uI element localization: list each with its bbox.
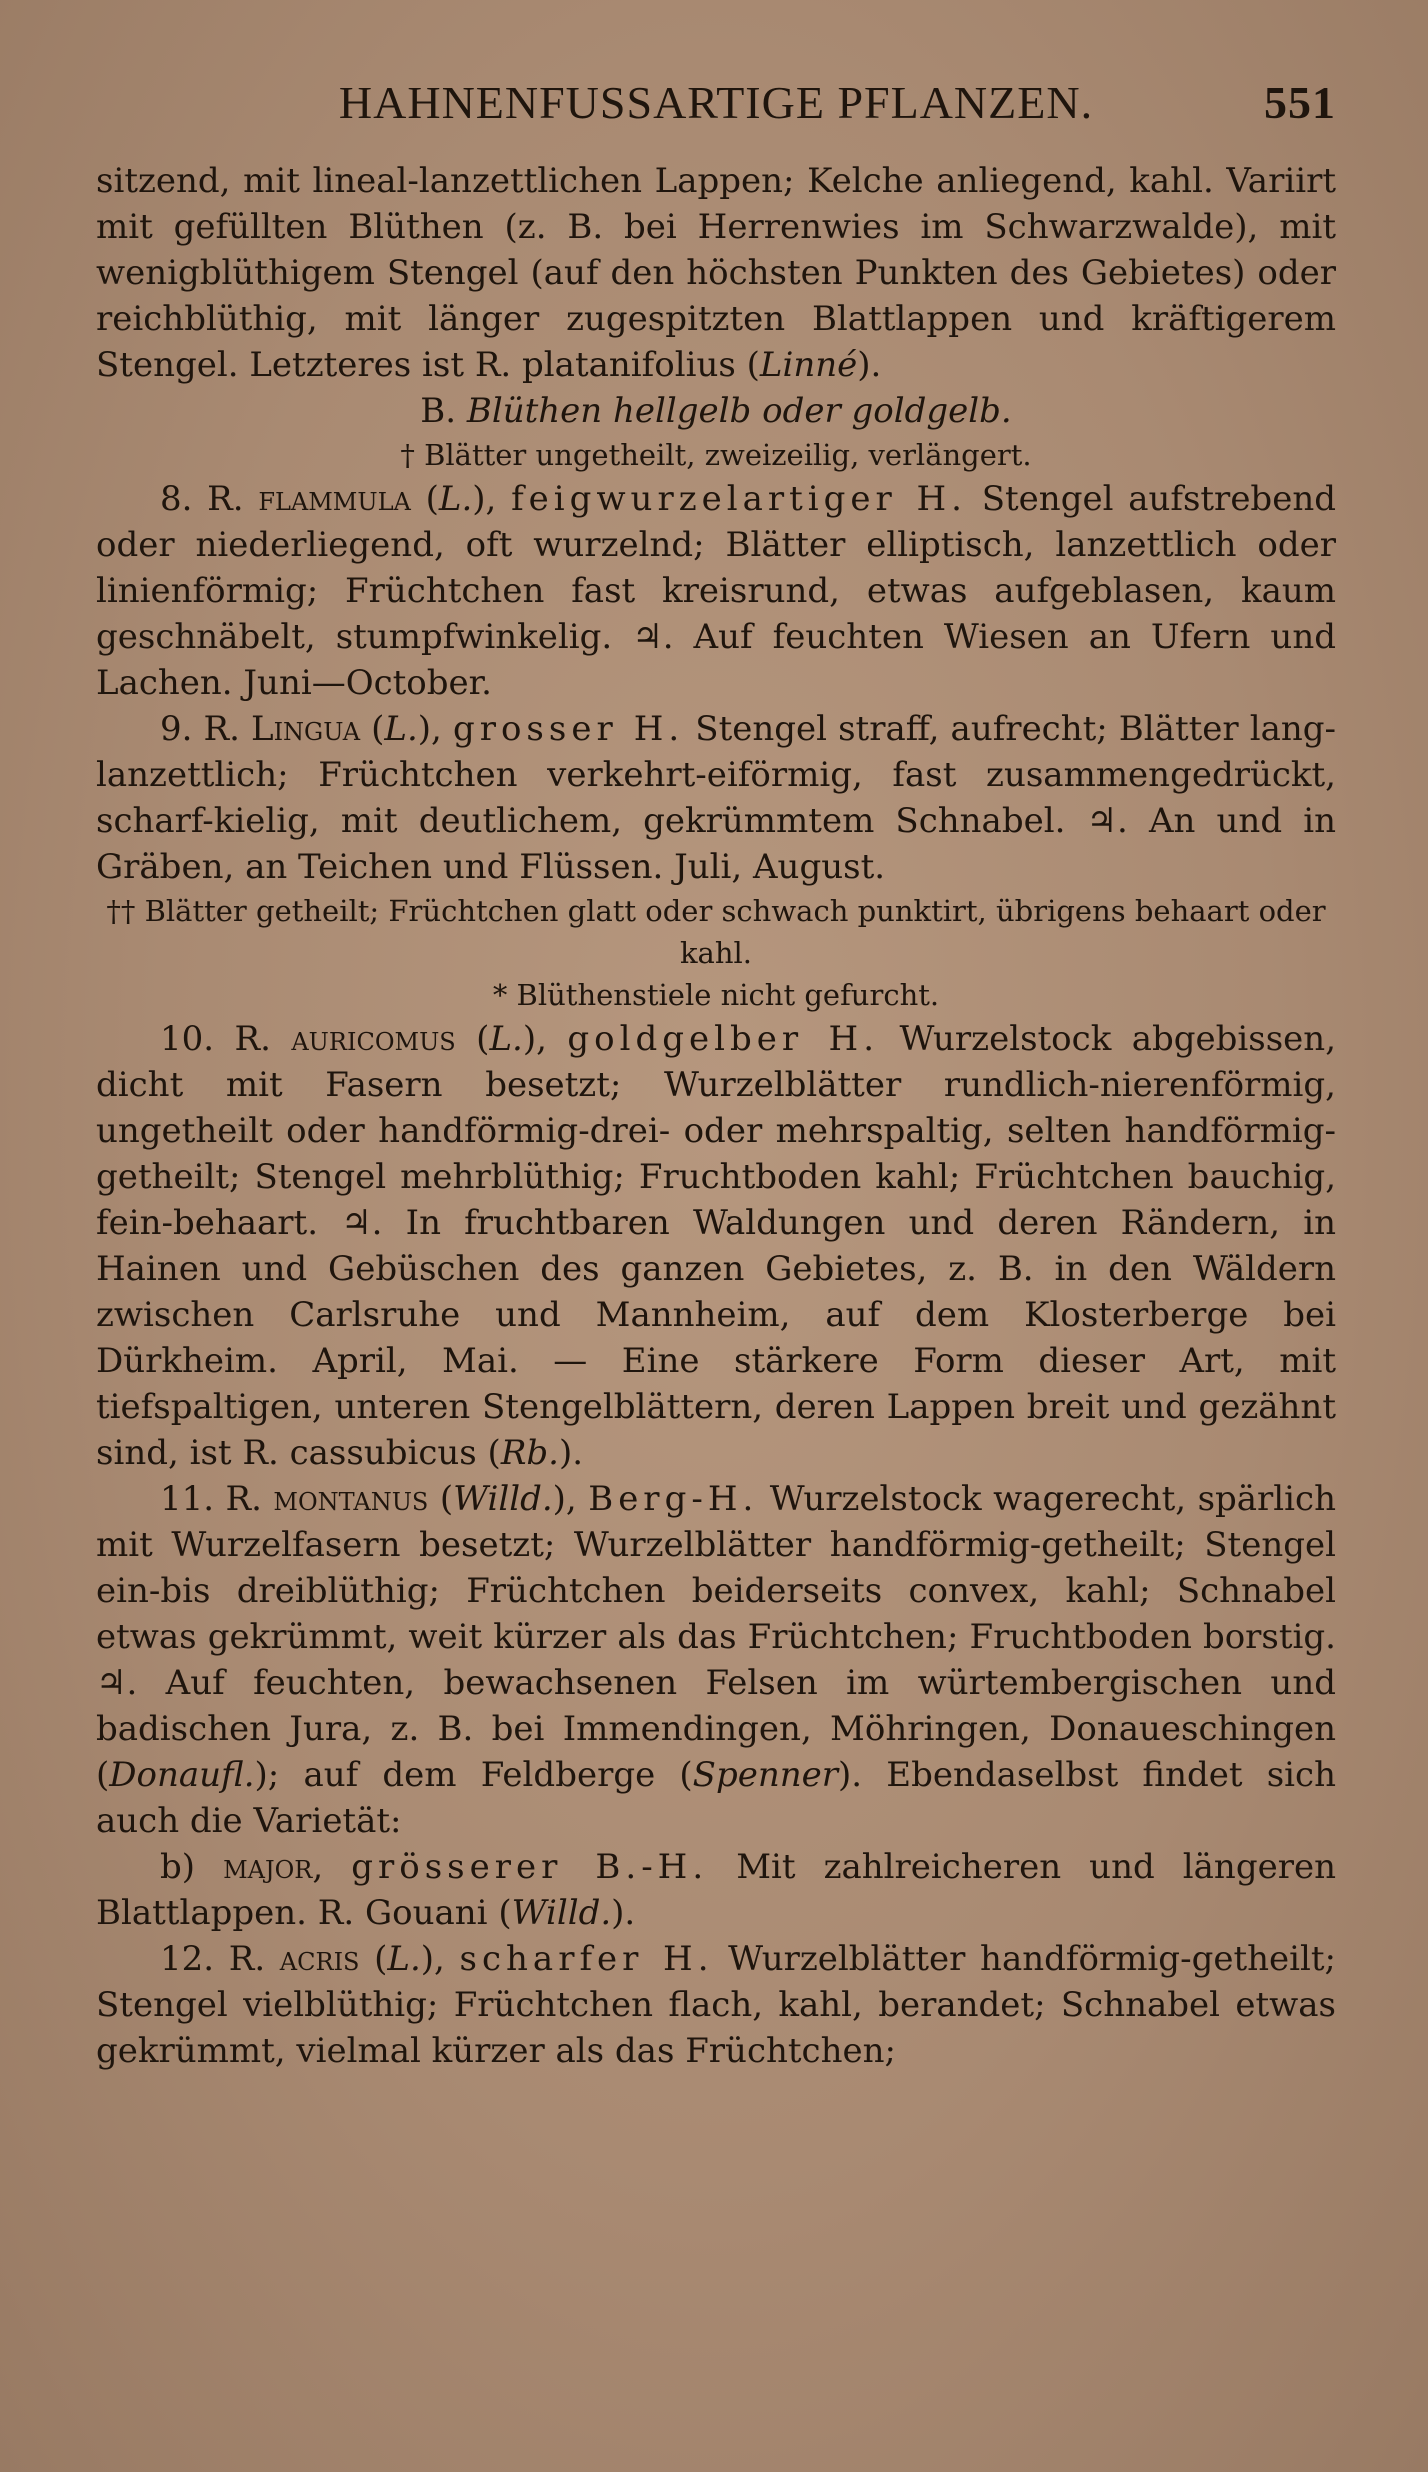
author-citation: Willd. <box>511 1893 612 1933</box>
description: Mit zahlreicheren und längeren Blattlappen. R. Gouani ( <box>96 1847 1336 1933</box>
description: Wurzelstock abgebissen, dicht mit Fasern besetzt; Wurzelblätter rundlich-nierenförmig, ungetheilt oder handförmig-drei- oder mehrspaltig, selten handförmig-getheilt; Stengel mehrblüthig; Fruchtboden kahl; Früchtchen bauchig, fein-behaart. ♃. In fruchtbaren Waldungen und deren Rändern, in Hainen und Gebüschen des ganzen Gebietes, z. B. in den Wäldern zwischen Carlsruhe und Mannheim, auf dem Klosterberge bei Dürkheim. April, Mai. — Eine stärkere Form dieser Art, mit tiefspaltigen, unteren Stengelblättern, deren Lappen breit und gezähnt sind, ist R. cassubicus ( <box>96 1019 1337 1473</box>
author-citation: L. <box>387 1939 421 1979</box>
author-citation: L. <box>438 479 473 519</box>
text-run: ). <box>558 1433 584 1473</box>
entry-number: 12. R. <box>160 1939 280 1979</box>
text-run: ( <box>410 479 439 519</box>
species-name: montanus <box>273 1479 429 1519</box>
description: Wurzelblätter handförmig-getheilt; Stengel vielblüthig; Früchtchen flach, kahl, berandet; Schnabel etwas gekrümmt, vielmal kürzer als das Früchtchen; <box>96 1939 1336 2071</box>
author-citation: Linné <box>759 345 858 385</box>
species-entry-11 <box>96 1476 1336 1844</box>
text-run: ( <box>455 1019 490 1059</box>
common-name: grösserer B.-H. <box>351 1847 709 1887</box>
common-name: feigwurzelartiger H. <box>511 479 967 519</box>
species-entry-12 <box>96 1936 1336 2074</box>
text-run: ), <box>552 1479 589 1519</box>
author-citation: Donaufl. <box>109 1755 255 1795</box>
running-head-title: HAHNENFUSSARTIGE PFLANZEN. <box>338 77 1094 128</box>
text-run: ). Ebendaselbst findet sich auch die Varietät: <box>96 1755 1337 1841</box>
subheading-double-dagger: †† Blätter getheilt; Früchtchen glatt oder schwach punktirt, übrigens behaart oder kahl. <box>106 894 1326 970</box>
species-name: flammula <box>258 479 411 519</box>
author-citation: L. <box>489 1019 523 1059</box>
author-citation: Spenner <box>692 1755 839 1795</box>
author-citation: Willd. <box>453 1479 553 1519</box>
author-citation: Rb. <box>500 1433 559 1473</box>
text-run: ); auf dem Feldberge ( <box>254 1755 693 1795</box>
text-run: B. <box>420 391 467 431</box>
running-head <box>96 72 1336 134</box>
text-run: ), <box>472 479 512 519</box>
entry-number: 9. R. <box>160 709 251 749</box>
entry-number: 11. R. <box>160 1479 274 1519</box>
text-run: ( <box>428 1479 454 1519</box>
text-run: ( <box>360 709 385 749</box>
author-citation: L. <box>384 709 418 749</box>
entry-number: b) <box>160 1847 224 1887</box>
species-entry-9 <box>96 706 1336 890</box>
common-name: scharfer H. <box>459 1939 714 1979</box>
common-name: Berg-H. <box>588 1479 759 1519</box>
common-name: goldgelber H. <box>567 1019 880 1059</box>
text-run: sitzend, mit lineal-lanzettlichen Lappen; Kelche anliegend, kahl. Variirt mit gefüllten Blüthen (z. B. bei Herrenwies im Schwarzwalde), mit wenigblüthigem Stengel (auf den höchsten Punkten des Gebietes) oder reichblüthig, mit länger zugespitzten Blattlappen und kräftigerem Stengel. Letzteres ist R. platanifolius ( <box>96 161 1336 385</box>
variety-entry-b <box>96 1844 1336 1936</box>
description: Wurzelstock wagerecht, spärlich mit Wurzelfasern besetzt; Wurzelblätter handförmig-getheilt; Stengel ein-bis dreiblüthig; Früchtchen beiderseits convex, kahl; Schnabel etwas gekrümmt, weit kürzer als das Früchtchen; Fruchtboden borstig. ♃. Auf feuchten, bewachsenen Felsen im würtembergischen und badischen Jura, z. B. bei Immendingen, Möhringen, Donaueschingen ( <box>96 1479 1336 1795</box>
page-number: 551 <box>1264 77 1336 128</box>
species-entry-8 <box>96 476 1336 706</box>
body-text <box>96 158 1336 2074</box>
section-heading-b <box>96 388 1336 434</box>
description: Stengel aufstrebend oder niederliegend, oft wurzelnd; Blätter elliptisch, lanzettlich oder linienförmig; Früchtchen fast kreisrund, etwas aufgeblasen, kaum geschnäbelt, stumpfwinkelig. ♃. Auf feuchten Wiesen an Ufern und Lachen. Juni—October. <box>96 479 1336 703</box>
common-name: grosser H. <box>452 709 685 749</box>
species-entry-10 <box>96 1016 1336 1476</box>
description: Stengel straff, aufrecht; Blätter lang-lanzettlich; Früchtchen verkehrt-eiförmig, fast zusammengedrückt, scharf-kielig, mit deutlichem, gekrümmtem Schnabel. ♃. An und in Gräben, an Teichen und Flüssen. Juli, August. <box>96 709 1337 887</box>
variety-name: major <box>223 1847 313 1887</box>
subheading-asterisk: * Blüthenstiele nicht gefurcht. <box>492 978 940 1012</box>
entry-number: 10. R. <box>160 1019 292 1059</box>
species-name: Lingua <box>250 709 361 749</box>
subheading-single-dagger: † Blätter ungetheilt, zweizeilig, verlängert. <box>400 438 1032 472</box>
text-run: ), <box>420 1939 460 1979</box>
species-name: acris <box>279 1939 360 1979</box>
entry-number: 8. R. <box>160 479 259 519</box>
species-name: auricomus <box>291 1019 456 1059</box>
section-heading-text: Blüthen hellgelb oder goldgelb. <box>466 391 1012 431</box>
text-run: ). <box>857 345 882 385</box>
text-run: ( <box>359 1939 388 1979</box>
text-run: ), <box>417 709 453 749</box>
text-run: ). <box>611 1893 636 1933</box>
paragraph-continuation <box>96 158 1336 388</box>
text-run: ), <box>522 1019 568 1059</box>
text-run: , <box>312 1847 352 1887</box>
